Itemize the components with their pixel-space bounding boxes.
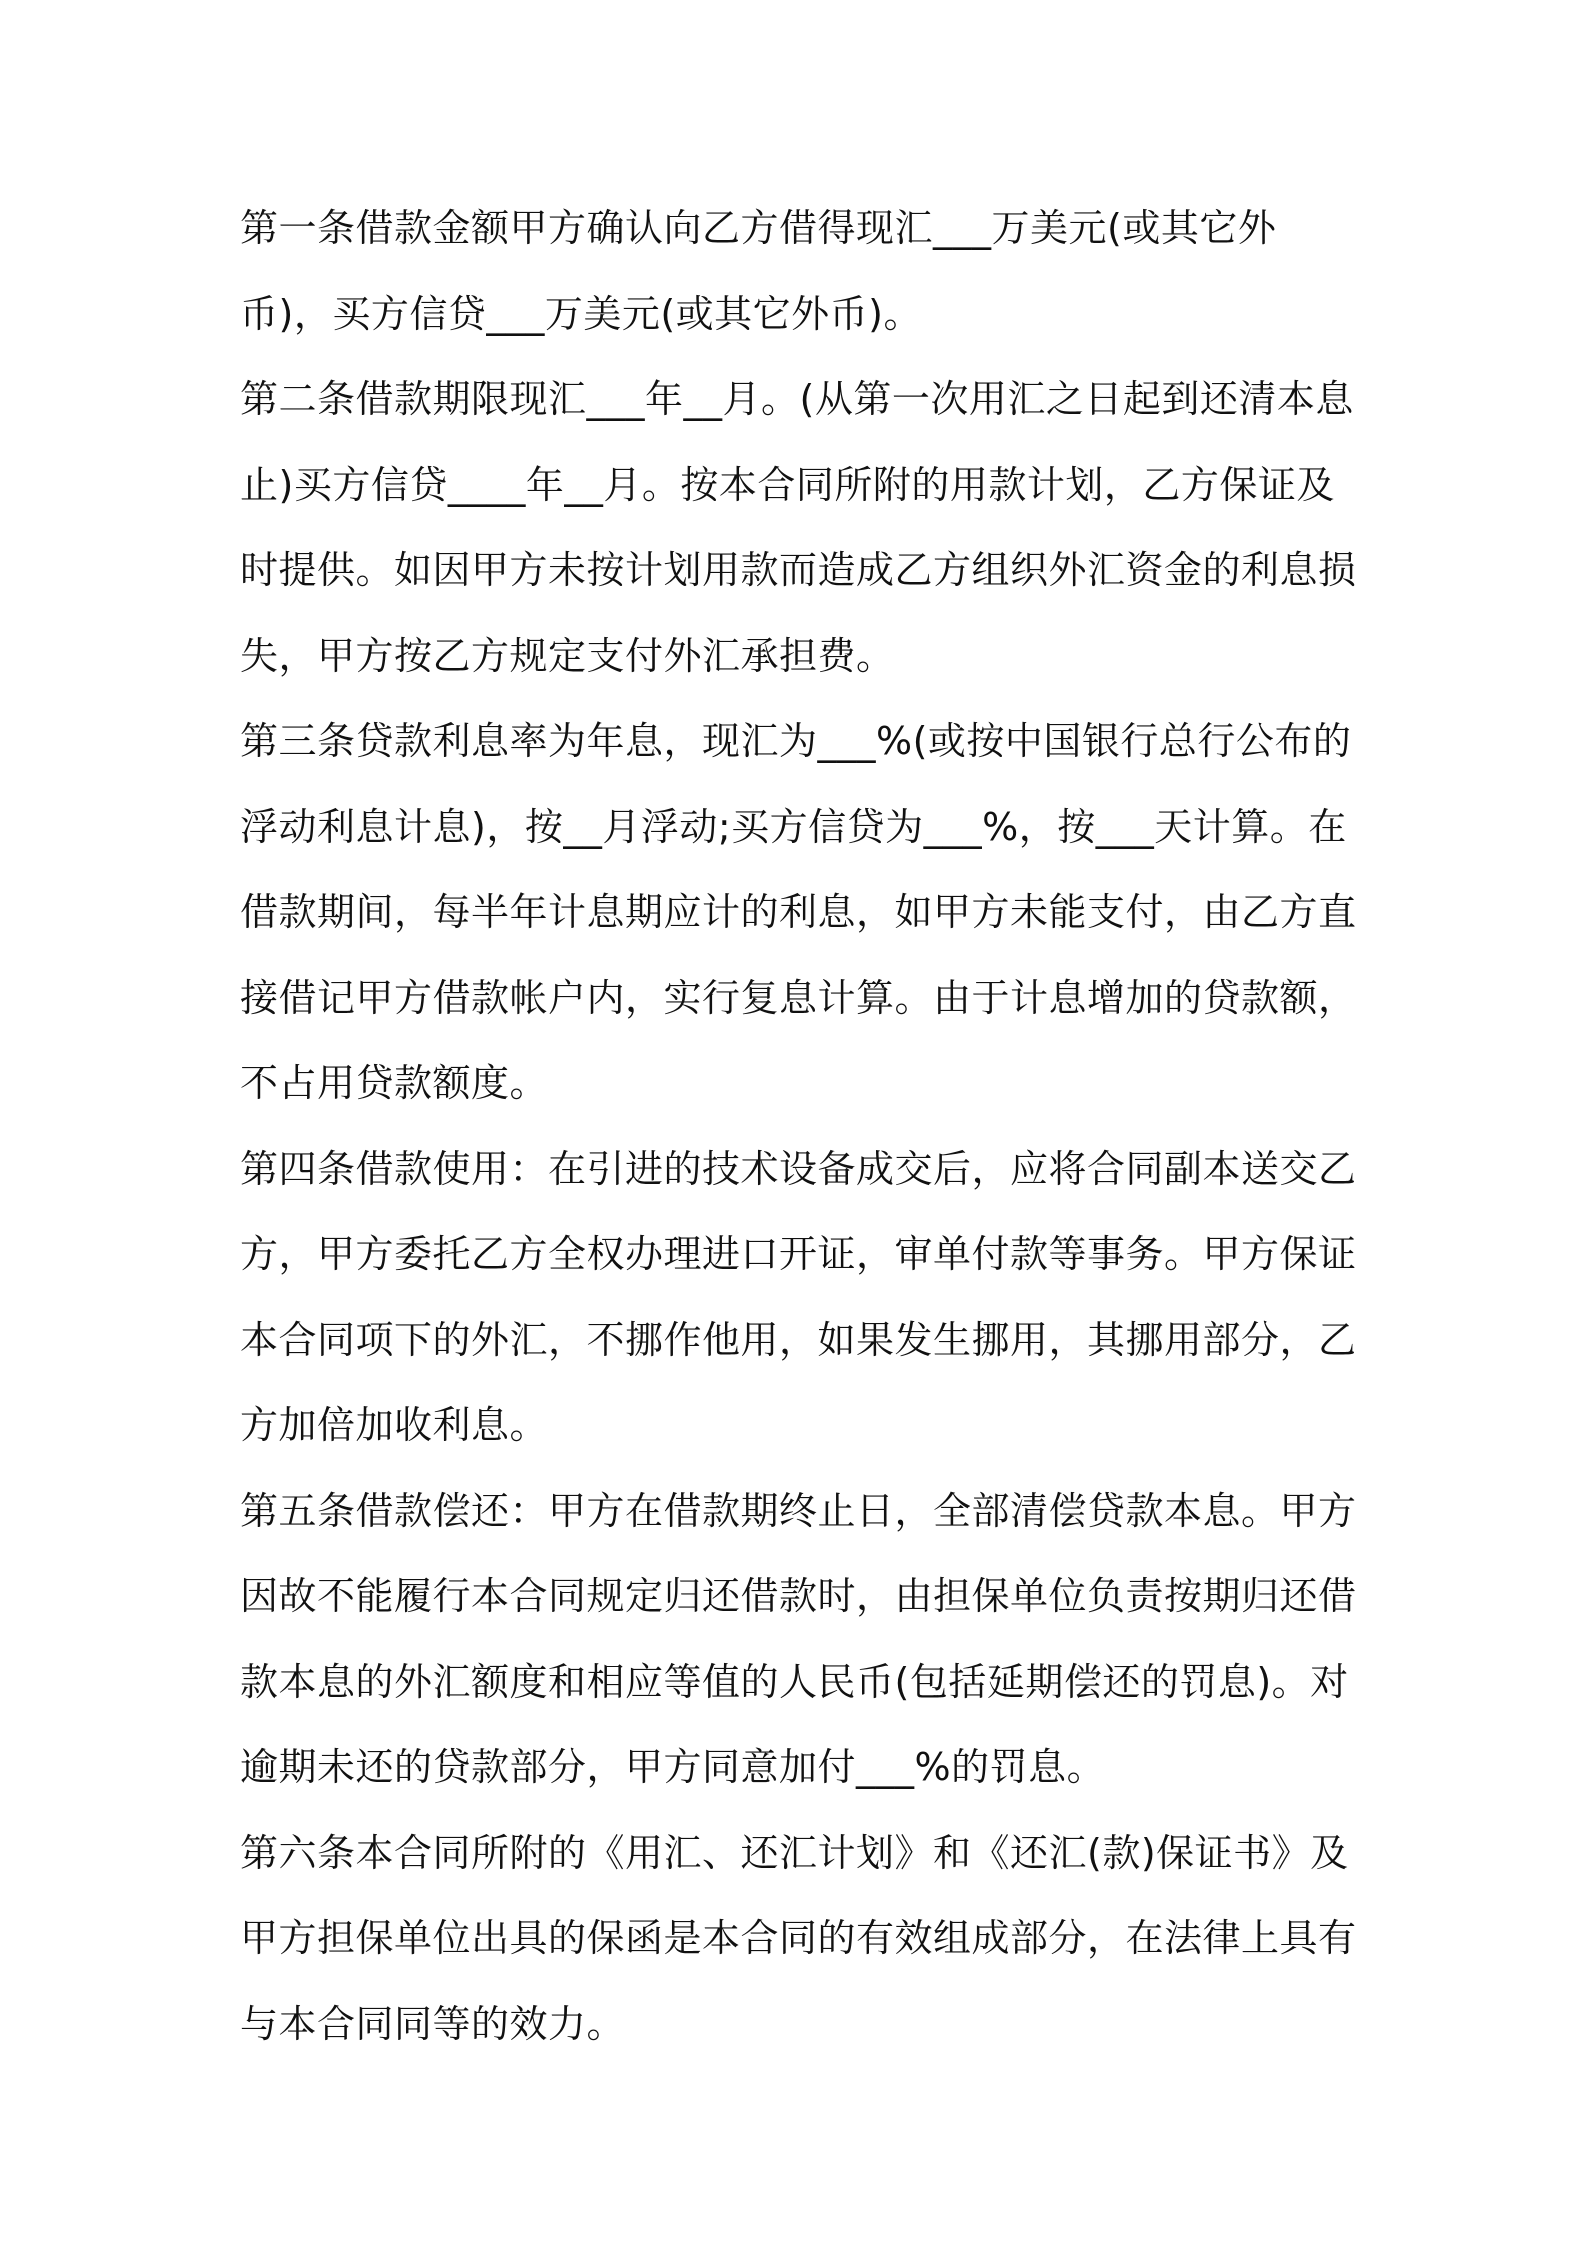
clause-6: 第六条本合同所附的《用汇、还汇计划》和《还汇(款)保证书》及甲方担保单位出具的保函是本合同的有效组成部分，在法律上具有与本合同同等的效力。	[240, 1830, 1357, 2046]
clause-3: 第三条贷款利息率为年息，现汇为___%(或按中国银行总行公布的浮动利息计息)，按__月浮动;买方信贷为___%，按___天计算。在借款期间，每半年计息期应计的利息，如甲方未能支付，由乙方直接借记甲方借款帐户内，实行复息计算。由于计息增加的贷款额，不占用贷款额度。	[240, 719, 1357, 1105]
document-body	[240, 186, 1360, 2067]
clause-1: 第一条借款金额甲方确认向乙方借得现汇___万美元(或其它外币)，买方信贷___万美元(或其它外币)。	[240, 206, 1277, 336]
clause-5: 第五条借款偿还：甲方在借款期终止日，全部清偿贷款本息。甲方因故不能履行本合同规定归还借款时，由担保单位负责按期归还借款本息的外汇额度和相应等值的人民币(包括延期偿还的罚息)。对逾期未还的贷款部分，甲方同意加付___%的罚息。	[240, 1488, 1357, 1789]
clause-4: 第四条借款使用：在引进的技术设备成交后，应将合同副本送交乙方，甲方委托乙方全权办理进口开证，审单付款等事务。甲方保证本合同项下的外汇，不挪作他用，如果发生挪用，其挪用部分，乙方加倍加收利息。	[240, 1146, 1357, 1447]
clause-2: 第二条借款期限现汇___年__月。(从第一次用汇之日起到还清本息止)买方信贷____年__月。按本合同所附的用款计划，乙方保证及时提供。如因甲方未按计划用款而造成乙方组织外汇资金的利息损失，甲方按乙方规定支付外汇承担费。	[240, 377, 1357, 678]
